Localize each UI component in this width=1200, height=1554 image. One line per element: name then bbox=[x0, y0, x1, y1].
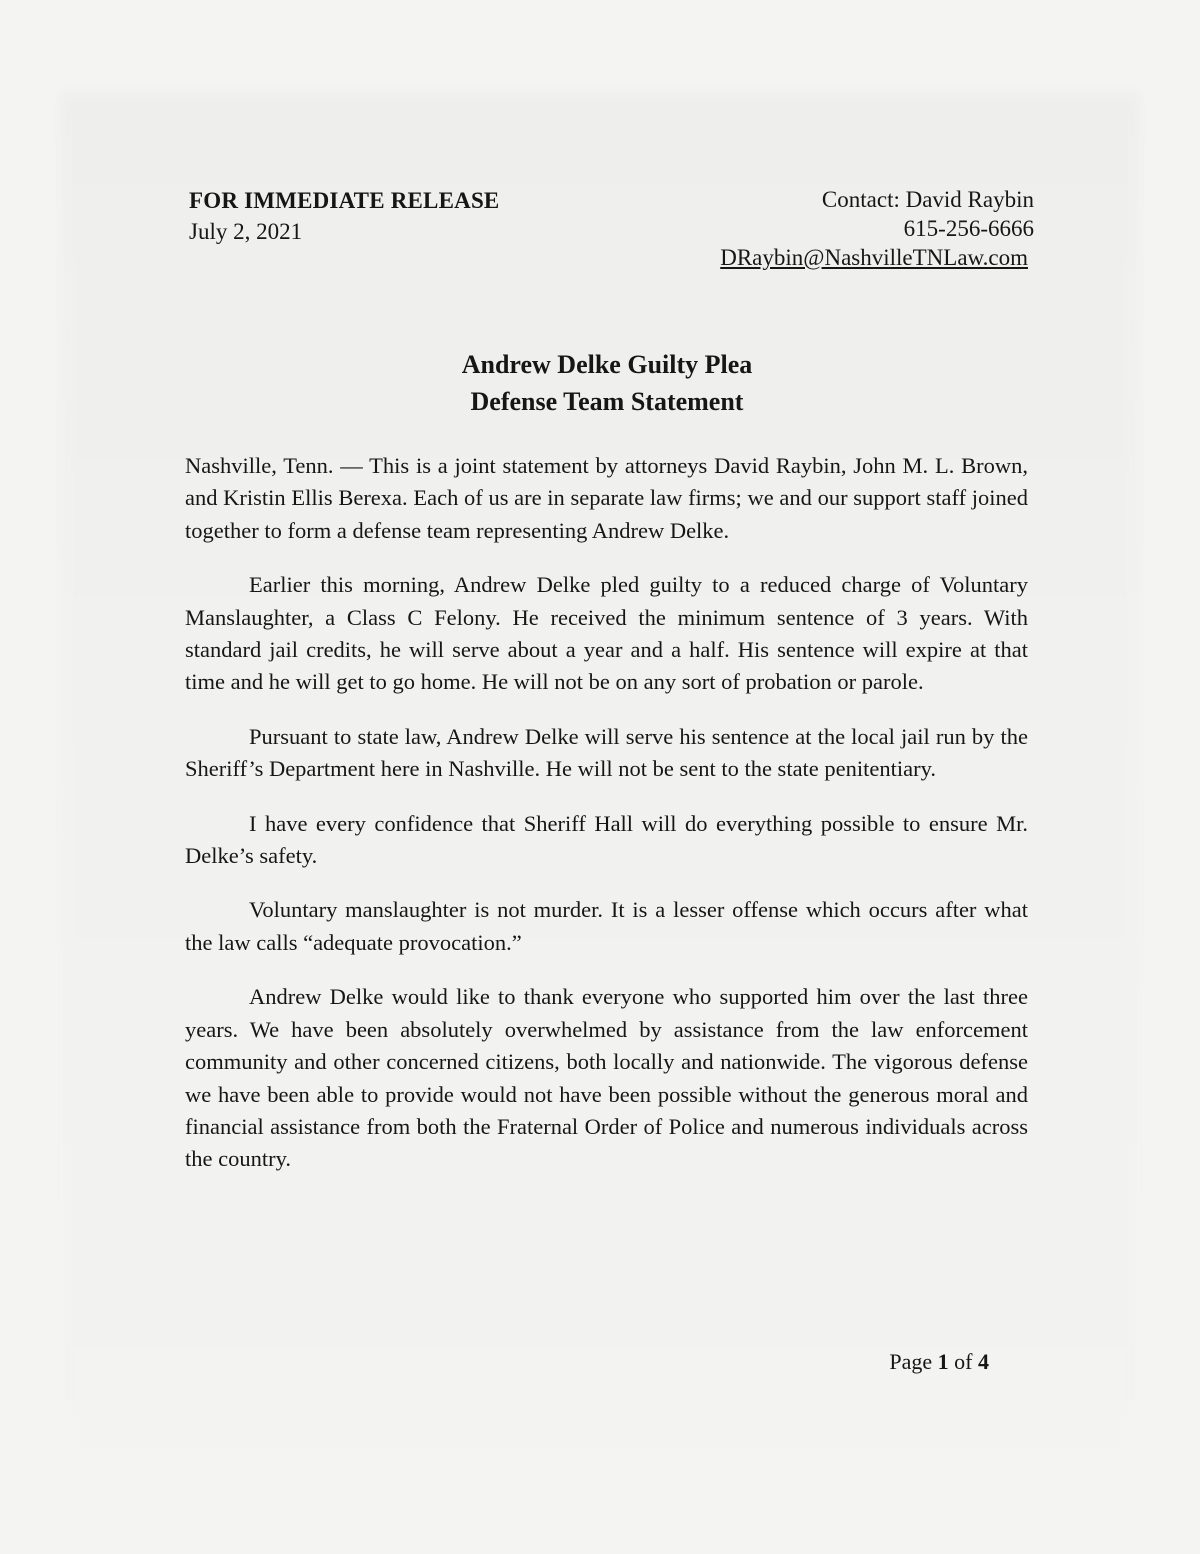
title-line-2: Defense Team Statement bbox=[470, 387, 744, 416]
document-title bbox=[0, 346, 1200, 420]
paragraph-safety: I have every confidence that Sheriff Hall will do everything possible to ensure Mr. Delke’s safety. bbox=[185, 810, 1028, 869]
statement-body bbox=[185, 450, 1028, 1198]
paragraph-plea: Earlier this morning, Andrew Delke pled guilty to a reduced charge of Voluntary Manslaughter, a Class C Felony. He received the minimum sentence of 3 years. With standard jail credits, he will serve about a year and a half. His sentence will expire at that time and he will get to go home. He will not be on any sort of probation or parole. bbox=[185, 572, 1028, 695]
contact-phone: 615-256-6666 bbox=[903, 216, 1034, 241]
contact-email: DRaybin@NashvilleTNLaw.com bbox=[720, 245, 1028, 270]
page-of: of bbox=[954, 1349, 973, 1374]
release-label: FOR IMMEDIATE RELEASE bbox=[189, 188, 500, 213]
contact-name: Contact: David Raybin bbox=[821, 187, 1034, 212]
page-label: Page bbox=[889, 1349, 933, 1374]
paragraph-intro: Nashville, Tenn. — This is a joint statement by attorneys David Raybin, John M. L. Brown, and Kristin Ellis Berexa. Each of us are in separate law firms; we and our support staff joined together to form a defense team representing Andrew Delke. bbox=[185, 453, 1028, 543]
paragraph-jail: Pursuant to state law, Andrew Delke will serve his sentence at the local jail run by the Sheriff’s Department here in Nashville. He will not be sent to the state penitentiary. bbox=[185, 723, 1028, 782]
page-current: 1 bbox=[937, 1349, 949, 1374]
page-total: 4 bbox=[978, 1349, 989, 1374]
paragraph-thanks: Andrew Delke would like to thank everyone who supported him over the last three years. We have been absolutely overwhelmed by assistance from the law enforcement community and other concerned citizens, both locally and nationwide. The vigorous defense we have been able to provide would not have been possible without the generous moral and financial assistance from both the Fraternal Order of Police and numerous individuals across the country. bbox=[185, 984, 1028, 1172]
contact-block bbox=[720, 185, 1034, 272]
title-line-1: Andrew Delke Guilty Plea bbox=[461, 350, 753, 379]
release-date: July 2, 2021 bbox=[189, 219, 303, 244]
page-number bbox=[889, 1349, 989, 1375]
release-header bbox=[189, 185, 499, 247]
paragraph-manslaughter: Voluntary manslaughter is not murder. It is a lesser offense which occurs after what the law calls “adequate provocation.” bbox=[185, 897, 1028, 955]
